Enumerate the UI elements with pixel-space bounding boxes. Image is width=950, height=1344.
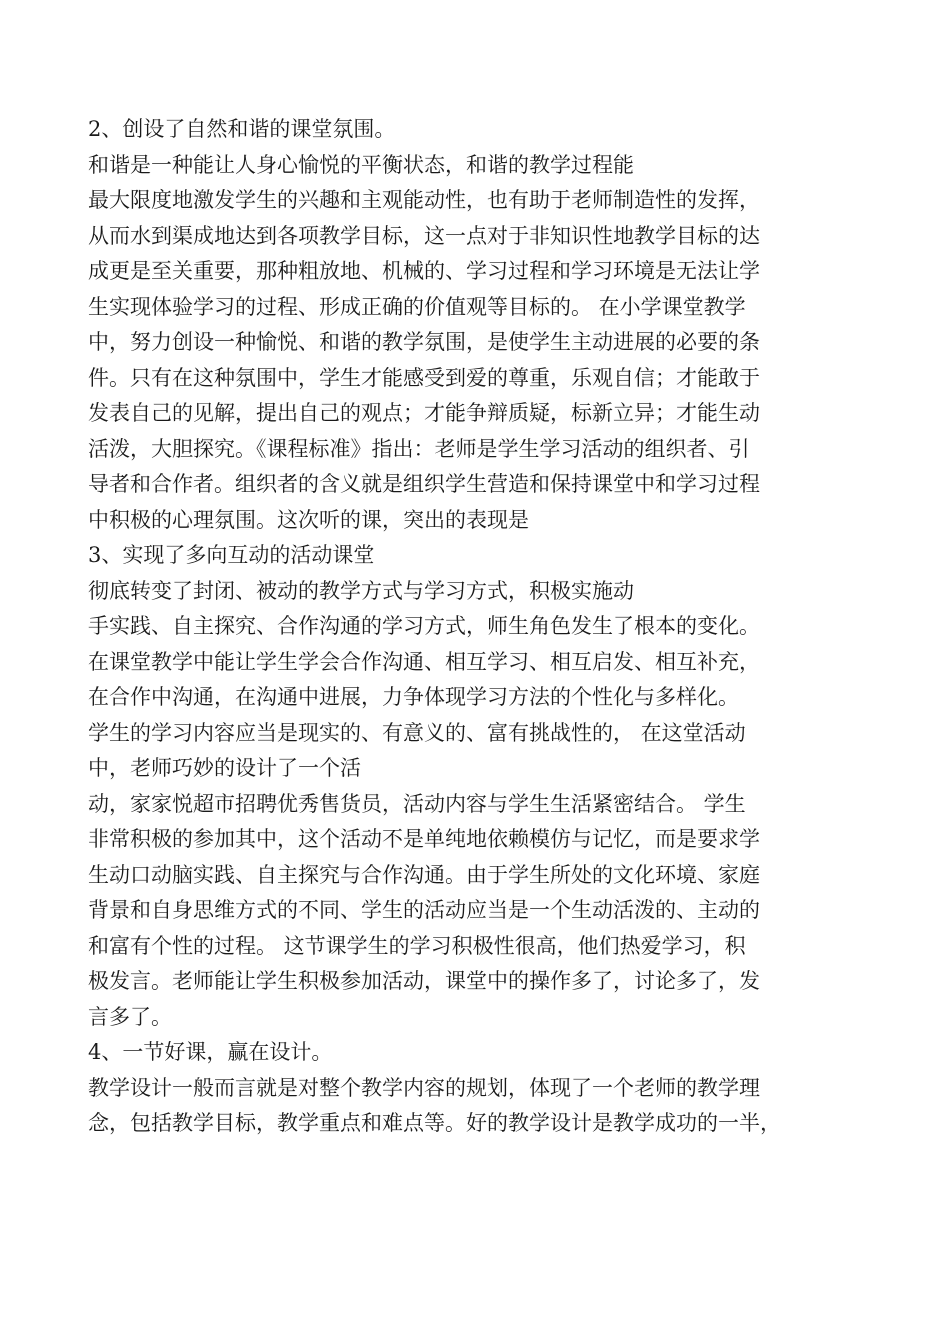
text-line: 中，努力创设一种愉悦、和谐的教学氛围，是使学生主动进展的必要的条 xyxy=(88,330,760,354)
text-line: 学生的学习内容应当是现实的、有意义的、富有挑战性的， 在这堂活动 xyxy=(88,720,746,745)
text-line: 和谐是一种能让人身心愉悦的平衡状态，和谐的教学过程能 xyxy=(88,152,634,177)
text-line: 4、一节好课，赢在设计。 xyxy=(88,1040,333,1064)
text-line: 件。只有在这种氛围中，学生才能感受到爱的尊重，乐观自信；才能敢于 xyxy=(88,365,760,390)
text-line: 手实践、自主探究、合作沟通的学习方式，师生角色发生了根本的变化。 xyxy=(88,614,760,638)
text-line: 生动口动脑实践、自主探究与合作沟通。由于学生所处的文化环境、家庭 xyxy=(88,862,760,887)
text-line: 成更是至关重要，那种粗放地、机械的、学习过程和学习环境是无法让学 xyxy=(88,259,760,283)
text-line: 背景和自身思维方式的不同、学生的活动应当是一个生动活泼的、主动的 xyxy=(88,898,760,922)
text-line: 彻底转变了封闭、被动的教学方式与学习方式，积极实施动 xyxy=(88,578,634,603)
text-line: 发表自己的见解，提出自己的观点；才能争辩质疑，标新立异；才能生动 xyxy=(88,401,760,425)
text-line: 活泼，大胆探究。《课程标准》指出：老师是学生学习活动的组织者、引 xyxy=(88,436,750,461)
text-line: 念，包括教学目标，教学重点和难点等。好的教学设计是教学成功的一半， xyxy=(88,1111,781,1135)
text-line: 在合作中沟通，在沟通中进展，力争体现学习方法的个性化与多样化。 xyxy=(88,685,739,709)
text-line: 从而水到渠成地达到各项教学目标，这一点对于非知识性地教学目标的达 xyxy=(88,223,760,248)
text-line: 3、实现了多向互动的活动课堂 xyxy=(88,543,375,567)
text-line: 最大限度地激发学生的兴趣和主观能动性，也有助于老师制造性的发挥， xyxy=(88,188,760,212)
text-line: 动，家家悦超市招聘优秀售货员，活动内容与学生生活紧密结合。 学生 xyxy=(88,791,746,816)
text-line: 导者和合作者。组织者的含义就是组织学生营造和保持课堂中和学习过程 xyxy=(88,472,760,496)
text-line: 和富有个性的过程。 这节课学生的学习积极性很高，他们热爱学习，积 xyxy=(88,933,746,958)
text-line: 极发言。老师能让学生积极参加活动，课堂中的操作多了，讨论多了，发 xyxy=(88,969,760,993)
text-line: 2、创设了自然和谐的课堂氛围。 xyxy=(88,117,396,141)
text-line: 非常积极的参加其中，这个活动不是单纯地依赖模仿与记忆，而是要求学 xyxy=(88,827,760,851)
text-line: 中积极的心理氛围。这次听的课，突出的表现是 xyxy=(88,507,529,532)
text-line: 中，老师巧妙的设计了一个活 xyxy=(88,756,361,780)
text-line: 在课堂教学中能让学生学会合作沟通、相互学习、相互启发、相互补充， xyxy=(88,649,760,674)
text-line: 言多了。 xyxy=(88,1004,172,1029)
body-text xyxy=(88,112,868,1142)
text-line: 教学设计一般而言就是对整个教学内容的规划，体现了一个老师的教学理 xyxy=(88,1075,760,1100)
text-line: 生实现体验学习的过程、形成正确的价值观等目标的。 在小学课堂教学 xyxy=(88,294,746,319)
